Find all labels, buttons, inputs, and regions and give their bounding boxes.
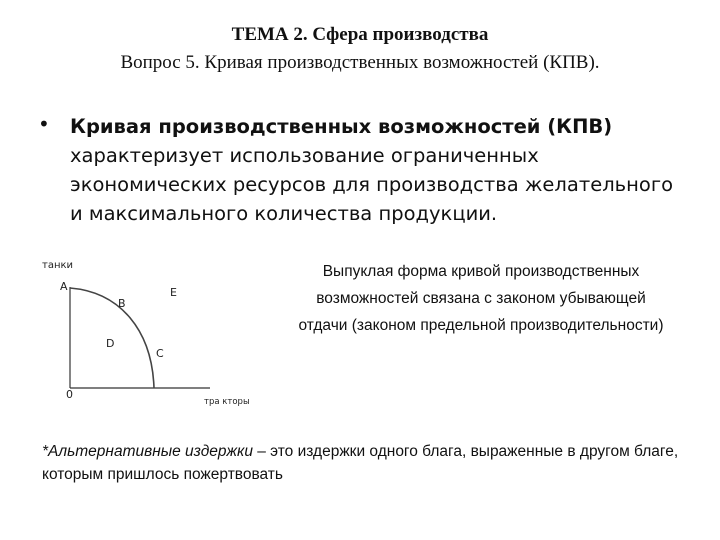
point-d-label: D: [106, 337, 115, 350]
point-e-label: E: [170, 286, 177, 299]
y-axis-label: танки: [42, 260, 74, 271]
side-note: Выпуклая форма кривой производственных возможностей связана с законом убывающей отдачи (законом предельной производительности): [298, 263, 664, 334]
footnote: [42, 440, 692, 486]
point-b-label: B: [118, 297, 126, 310]
bullet-marker: •: [38, 112, 50, 136]
x-axis-label: тра кторы: [204, 397, 250, 407]
point-c-label: C: [156, 347, 164, 360]
footnote-text: – это издержки одного блага, выраженные в другом благе, которым пришлось пожертвовать: [42, 443, 679, 483]
bullet-text: характеризует использование ограниченных экономических ресурсов для производства желательного и максимального количества продукции.: [70, 144, 674, 225]
footnote-term: *Альтернативные издержки: [42, 443, 253, 460]
bullet-term: Кривая производственных возможностей (КПВ): [70, 115, 613, 138]
slide-topic: ТЕМА 2. Сфера производства: [231, 24, 489, 45]
origin-label: 0: [66, 388, 73, 401]
slide-question: Вопрос 5. Кривая производственных возможностей (КПВ).: [120, 52, 600, 73]
point-a-label: A: [60, 280, 68, 293]
